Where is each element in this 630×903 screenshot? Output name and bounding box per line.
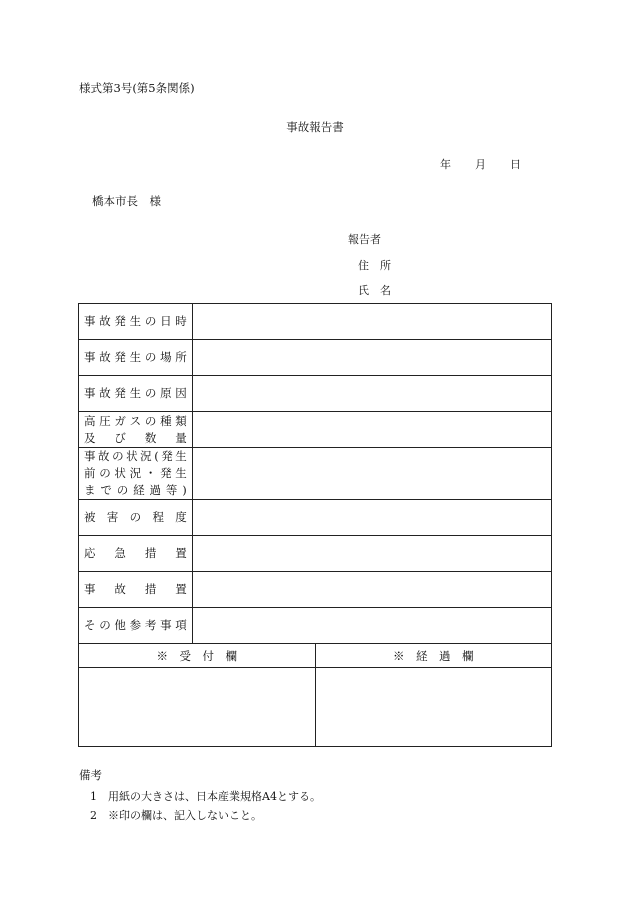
row-label-line: 事故発生の場所 (84, 350, 189, 364)
note-item (90, 788, 321, 804)
row-value-field[interactable] (193, 304, 552, 340)
row-label-line: 応 急 措 置 (84, 546, 189, 560)
table-row (79, 412, 552, 448)
row-label-line: 事故の状況(発生 (84, 449, 189, 463)
table-row (79, 376, 552, 412)
row-label (79, 572, 193, 608)
row-value-field[interactable] (193, 572, 552, 608)
row-label (79, 536, 193, 572)
row-value-field[interactable] (193, 448, 552, 500)
table-row (79, 304, 552, 340)
row-value-field[interactable] (193, 376, 552, 412)
row-label (79, 412, 193, 448)
reporter-label: 報告者 (348, 233, 381, 246)
note-text: 用紙の大きさは、日本産業規格A4とする。 (108, 790, 321, 803)
row-label-line: 事 故 措 置 (84, 582, 189, 596)
row-label-line: 事故発生の原因 (84, 386, 189, 400)
note-text: ※印の欄は、記入しないこと。 (108, 809, 262, 822)
table-row (79, 340, 552, 376)
progress-column-header: ※ 経 過 欄 (315, 644, 552, 668)
accident-details-table (78, 303, 552, 644)
row-value-field[interactable] (193, 608, 552, 644)
office-use-table (78, 643, 552, 747)
form-number: 様式第3号(第5条関係) (79, 81, 195, 95)
row-value-field[interactable] (193, 536, 552, 572)
row-label-line: 及 び 数 量 (84, 430, 189, 445)
reporter-name-label: 氏 名 (358, 284, 391, 297)
table-row (79, 536, 552, 572)
addressee: 橋本市長 様 (92, 194, 161, 208)
date-day-label: 日 (510, 158, 521, 171)
row-label-line: までの経過等) (84, 483, 189, 497)
table-row (79, 572, 552, 608)
reception-field[interactable] (79, 668, 316, 747)
note-number: 1 (90, 790, 97, 803)
document-title: 事故報告書 (286, 120, 344, 134)
row-value-field[interactable] (193, 500, 552, 536)
row-label-line: 高圧ガスの種類 (84, 413, 189, 428)
table-row (79, 608, 552, 644)
row-label-line: 事故発生の日時 (84, 314, 189, 328)
progress-field[interactable] (315, 668, 552, 747)
row-label (79, 340, 193, 376)
row-label-line: 被 害 の 程 度 (84, 510, 189, 524)
row-label (79, 304, 193, 340)
table-row (79, 500, 552, 536)
reporter-address-label: 住 所 (358, 259, 391, 272)
row-label (79, 500, 193, 536)
row-label-line: 前の状況・発生 (84, 466, 189, 480)
reception-column-header: ※ 受 付 欄 (79, 644, 316, 668)
note-number: 2 (90, 809, 97, 822)
row-label (79, 376, 193, 412)
row-label-line: その他参考事項 (84, 618, 189, 632)
row-label (79, 448, 193, 500)
row-label (79, 608, 193, 644)
row-value-field[interactable] (193, 412, 552, 448)
row-value-field[interactable] (193, 340, 552, 376)
notes-title: 備考 (79, 768, 102, 782)
date-line (440, 156, 521, 172)
table-row (79, 448, 552, 500)
date-month-label: 月 (475, 158, 486, 171)
note-item (90, 807, 262, 823)
date-year-label: 年 (440, 158, 451, 171)
